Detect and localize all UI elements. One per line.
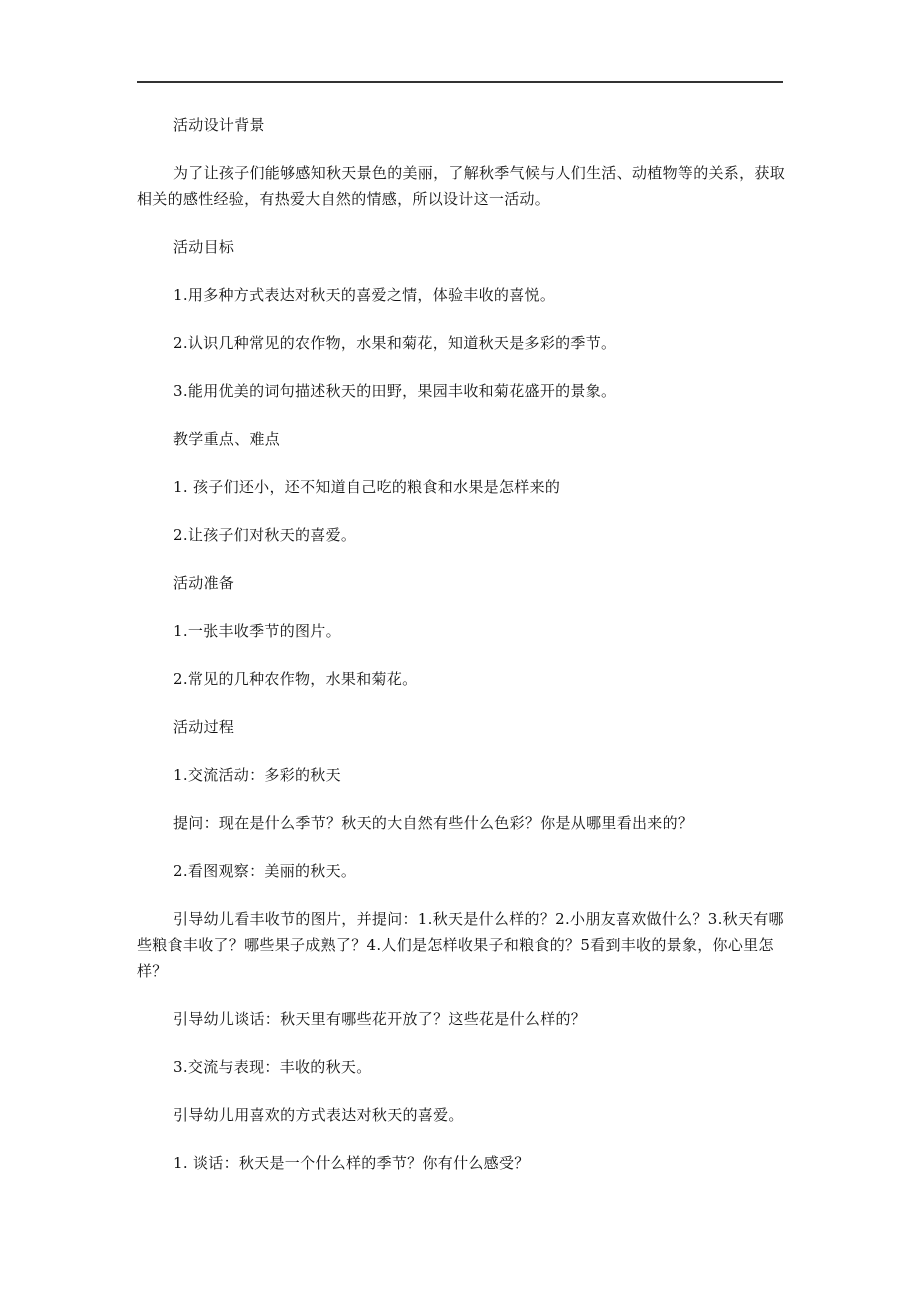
- section-heading-process: 活动过程: [173, 718, 235, 736]
- goal-item-2: 2.认识几种常见的农作物，水果和菊花，知道秋天是多彩的季节。: [173, 334, 617, 352]
- header-rule: [137, 81, 783, 83]
- preparation-item-2: 2.常见的几种农作物，水果和菊花。: [173, 670, 418, 688]
- goal-item-1: 1.用多种方式表达对秋天的喜爱之情，体验丰收的喜悦。: [173, 286, 556, 304]
- preparation-item-1: 1.一张丰收季节的图片。: [173, 622, 341, 640]
- process-guidance-paragraph: 引导幼儿看丰收节的图片，并提问：1.秋天是什么样的？2.小朋友喜欢做什么？3.秋天有哪些粮食丰收了？哪些果子成熟了？4.人们是怎样收果子和粮食的？5看到丰收的景象，你心里怎样？: [137, 910, 784, 980]
- key-point-item-2: 2.让孩子们对秋天的喜爱。: [173, 526, 357, 544]
- process-question-1: 提问：现在是什么季节？秋天的大自然有些什么色彩？你是从哪里看出来的？: [173, 814, 694, 832]
- process-step-2: 2.看图观察：美丽的秋天。: [173, 862, 357, 880]
- section-heading-key-points: 教学重点、难点: [173, 430, 281, 448]
- process-step-1: 1.交流活动：多彩的秋天: [173, 766, 341, 784]
- section-heading-background: 活动设计背景: [173, 116, 265, 134]
- process-talk-item-1: 1. 谈话：秋天是一个什么样的季节？你有什么感受？: [173, 1154, 530, 1172]
- key-point-item-1: 1. 孩子们还小，还不知道自己吃的粮食和水果是怎样来的: [173, 478, 561, 496]
- section-heading-preparation: 活动准备: [173, 574, 235, 592]
- background-paragraph: 为了让孩子们能够感知秋天景色的美丽，了解秋季气候与人们生活、动植物等的关系，获取相关的感性经验，有热爱大自然的情感，所以设计这一活动。: [137, 164, 786, 208]
- goal-item-3: 3.能用优美的词句描述秋天的田野，果园丰收和菊花盛开的景象。: [173, 382, 617, 400]
- process-step-3: 3.交流与表现：丰收的秋天。: [173, 1058, 372, 1076]
- process-guidance-flowers: 引导幼儿谈话：秋天里有哪些花开放了？这些花是什么样的？: [173, 1010, 587, 1028]
- section-heading-goals: 活动目标: [173, 238, 235, 256]
- process-guidance-express: 引导幼儿用喜欢的方式表达对秋天的喜爱。: [173, 1106, 464, 1124]
- document-body: [137, 112, 785, 1198]
